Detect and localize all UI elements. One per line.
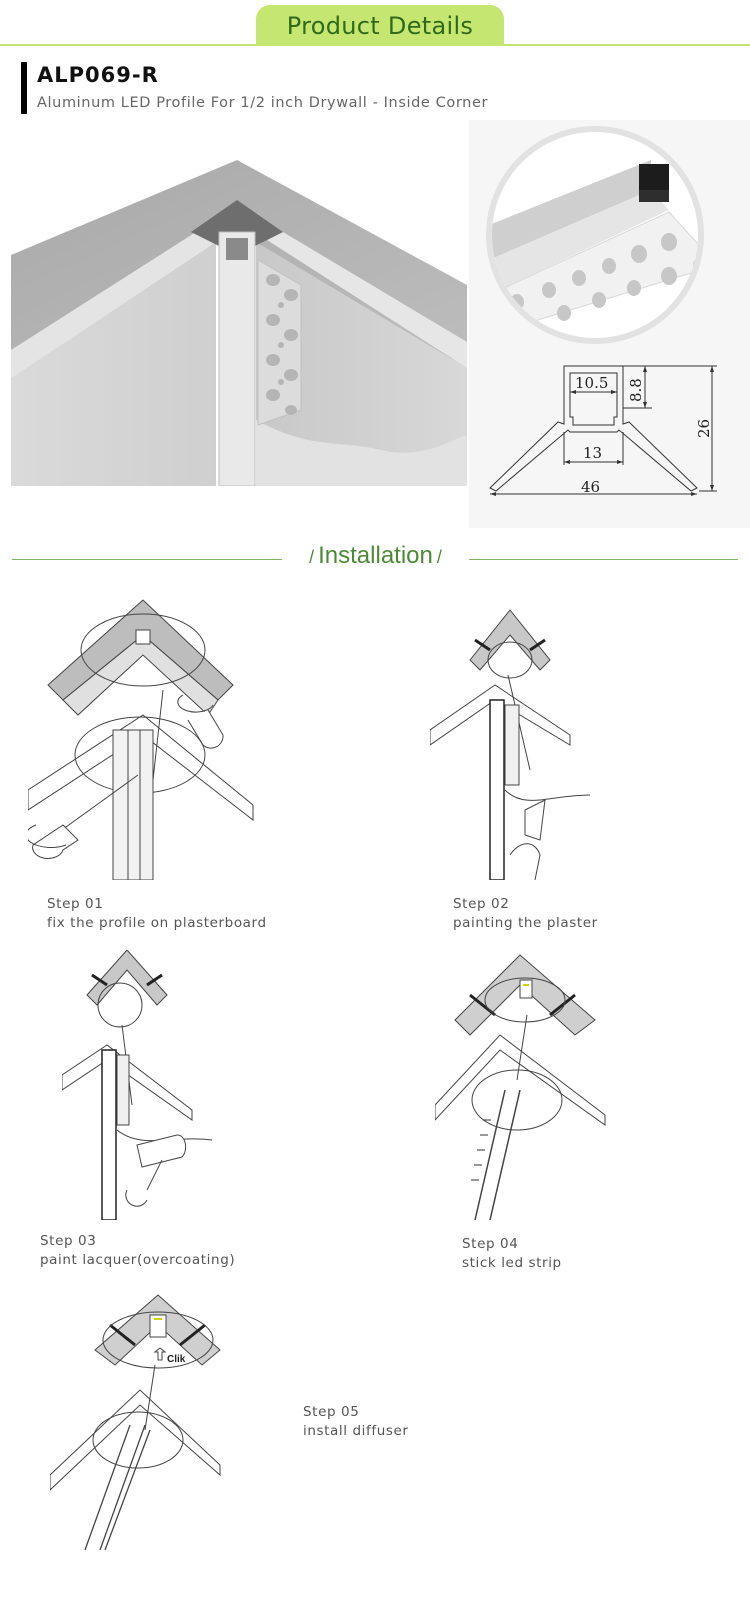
product-details-tab: [256, 5, 504, 46]
step-02-label: Step 02 painting the plaster: [453, 896, 598, 931]
dim-total-height: 26: [695, 418, 713, 438]
dim-inner-depth: 8.8: [627, 378, 645, 402]
installation-divider-left: [12, 559, 282, 560]
step-02-illustration: [430, 590, 590, 880]
step-03-illustration: [62, 950, 212, 1220]
profile-detail-panel: [469, 120, 750, 528]
step-01-illustration: [28, 590, 258, 880]
dim-total-width: 46: [581, 478, 601, 496]
step-05-illustration: [50, 1290, 230, 1610]
installation-title: Installation: [318, 542, 433, 569]
product-description: Aluminum LED Profile For 1/2 inch Drywall - Inside Corner: [37, 95, 489, 111]
product-model: ALP069-R: [37, 63, 159, 87]
click-label: Clik: [167, 1354, 186, 1365]
step-05-label: Step 05 install diffuser: [303, 1404, 409, 1439]
step-04-label: Step 04 stick led strip: [462, 1236, 562, 1271]
installation-divider-right: [469, 559, 738, 560]
step-04-illustration: [435, 950, 615, 1220]
product-render-image: [11, 120, 467, 486]
product-details-label: Product Details: [286, 11, 474, 40]
step-03-label: Step 03 paint lacquer(overcoating): [40, 1233, 236, 1268]
dim-channel-width: 13: [583, 444, 603, 462]
step-01-label: Step 01 fix the profile on plasterboard: [47, 896, 267, 931]
dim-inner-width: 10.5: [575, 374, 609, 392]
title-accent-bar: [21, 62, 27, 114]
installation-heading: / Installation /: [309, 542, 442, 569]
